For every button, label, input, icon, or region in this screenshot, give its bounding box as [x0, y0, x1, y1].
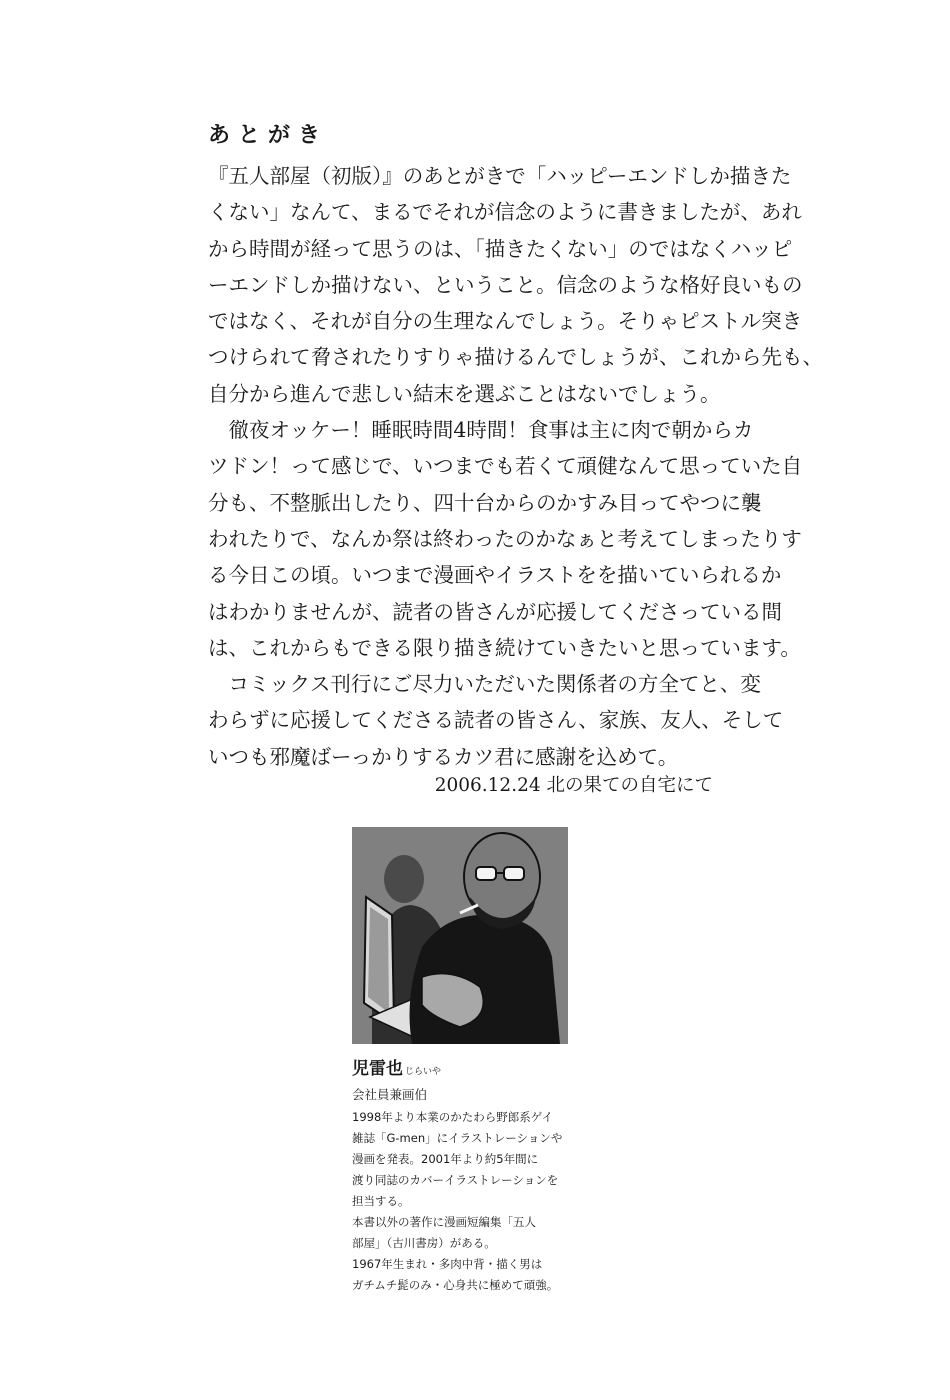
date-signature: 2006.12.24 北の果ての自宅にて	[434, 775, 713, 796]
author-title: 会社員兼画伯	[352, 1087, 428, 1102]
author-name-reading: じらいや	[405, 1067, 442, 1077]
bio-line: 雑誌「G-men」にイラストレーションや	[352, 1131, 563, 1145]
afterword-body	[208, 158, 823, 775]
author-bio	[352, 1107, 592, 1296]
bio-line: 渡り同誌のカバーイラストレーションを	[352, 1173, 559, 1187]
body-line: 自分から進んで悲しい結末を選ぶことはないでしょう。	[208, 381, 721, 406]
bio-line: 本書以外の著作に漫画短編集「五人	[352, 1215, 536, 1229]
bio-line: 1998年より本業のかたわら野郎系ゲイ	[352, 1110, 553, 1124]
body-line: くない」なんて、まるでそれが信念のように書きましたが、あれ	[208, 200, 802, 225]
bio-line: 担当する。	[352, 1194, 410, 1208]
afterword-heading: あとがき	[208, 123, 329, 148]
body-line: から時間が経って思うのは、「描きたくない」のではなくハッピ	[208, 236, 793, 261]
portrait-drawing	[352, 827, 568, 1044]
bio-line: 漫画を発表。2001年より約5年間に	[352, 1152, 539, 1166]
body-line: つけられて脅されたりすりゃ描けるんでしょうが、これから先も、	[208, 345, 823, 370]
body-line: ではなく、それが自分の生理なんでしょう。そりゃピストル突き	[208, 309, 803, 334]
author-name: 児雷也	[352, 1059, 403, 1079]
body-line: わらずに応援してくださる読者の皆さん、家族、友人、そして	[208, 708, 784, 733]
body-line: る今日この頃。いつまで漫画やイラストをを描いていられるか	[208, 563, 782, 588]
body-line: 分も、不整脈出したり、四十台からのかすみ目ってやつに襲	[208, 490, 762, 515]
body-line: ツドン！って感じで、いつまでも若くて頑健なんて思っていた自	[208, 454, 803, 479]
body-line: いつも邪魔ばーっかりするカツ君に感謝を込めて。	[208, 744, 679, 769]
body-line: はわかりませんが、読者の皆さんが応援してくださっている間	[208, 599, 782, 624]
author-profile	[352, 1054, 592, 1296]
body-line: は、これからもできる限り描き続けていきたいと思っています。	[208, 635, 801, 660]
bio-line: 1967年生まれ・多肉中背・描く男は	[352, 1257, 543, 1271]
author-name-line	[352, 1054, 592, 1079]
body-line: 『五人部屋（初版）』のあとがきで「ハッピーエンドしか描きた	[208, 164, 792, 188]
body-line: 徹夜オッケー！睡眠時間4時間！食事は主に肉で朝からカ	[208, 418, 754, 443]
body-line: われたりで、なんか祭は終わったのかなぁと考えてしまったりす	[208, 526, 802, 551]
author-portrait-illustration	[352, 827, 568, 1044]
body-line: コミックス刊行にご尽力いただいた関係者の方全てと、変	[208, 672, 761, 697]
bio-line: ガチムチ髭のみ・心身共に極めて頑強。	[352, 1278, 559, 1292]
bio-line: 部屋」（古川書房）がある。	[352, 1236, 496, 1250]
body-line: ーエンドしか描けない、ということ。信念のような格好良いもの	[208, 272, 803, 297]
